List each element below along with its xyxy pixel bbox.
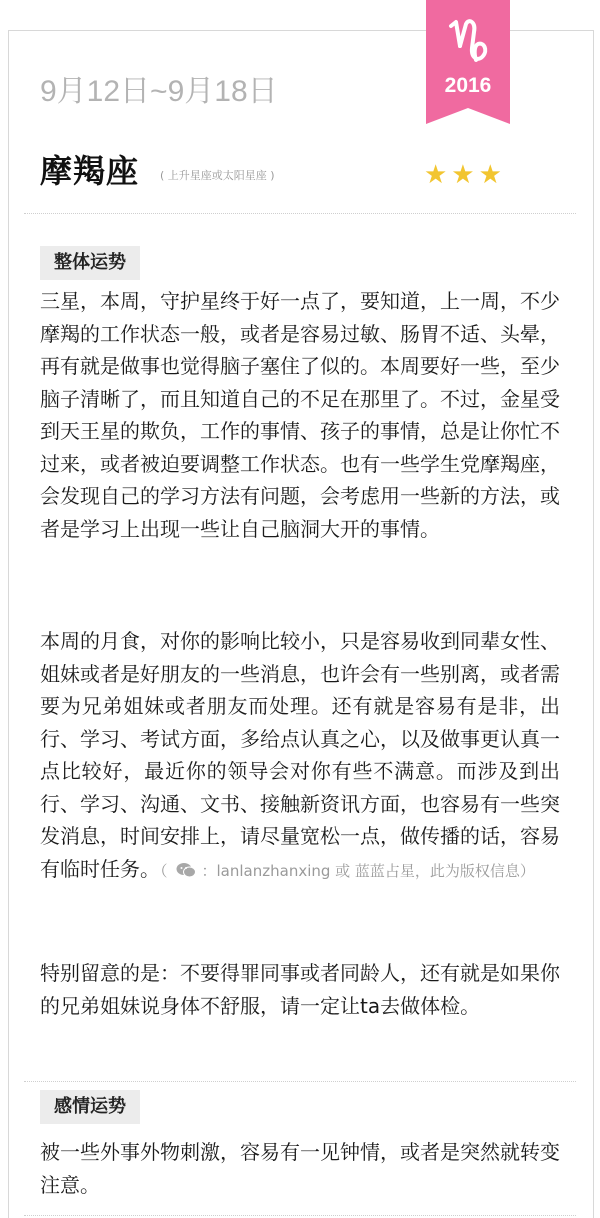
copyright-watermark [160,862,535,880]
wechat-icon [176,857,196,890]
overall-fortune-tag: 整体运势 [40,246,140,280]
section-divider [24,1081,576,1082]
sign-note: ( 上升星座或太阳星座 ) [160,169,275,182]
overall-paragraph-2-text: 本周的月食，对你的影响比较小，只是容易收到同辈女性、姐妹或者是好朋友的一些消息，也许会有一些别离，或者需要为兄弟姐妹或者朋友而处理。还有就是容易有是非，出行、学习、考试方面，多给点认真之心，以及做事更认真一点比较好，最近你的领导会对你有些不满意。而涉及到出行、学习、沟通、文书、接触新资讯方面，也容易有一些突发消息，时间安排上，请尽量宽松一点，做传播的话，容易有临时任务。 [40,629,560,881]
love-fortune-tag: 感情运势 [40,1090,140,1124]
year-label: 2016 [444,74,492,97]
love-paragraph-1: 被一些外事外物刺激，容易有一见钟情，或者是突然就转变注意。 [40,1140,560,1197]
horoscope-card [8,30,594,1218]
overall-paragraph-2 [40,625,560,889]
date-range: 9月12日~9月18日 [40,75,278,108]
header-divider [24,213,576,214]
rating-stars: ★★★ [424,160,506,190]
watermark-text: ：lanlanzhanxing 或 蓝蓝占星，此为版权信息） [201,861,535,880]
year-ribbon [426,0,510,124]
watermark-open: （ [160,861,168,880]
overall-paragraph-1: 三星，本周，守护星终于好一点了，要知道，上一周，不少摩羯的工作状态一般，或者是容易过敏、肠胃不适、头晕，再有就是做事也觉得脑子塞住了似的。本周要好一些，至少脑子清晰了，而且知道自己的不足在那里了。不过，金星受到天王星的欺负，工作的事情、孩子的事情，总是让你忙不过来，或者被迫要调整工作状态。也有一些学生党摩羯座，会发现自己的学习方法有问题，会考虑用一些新的方法，或者是学习上出现一些让自己脑洞大开的事情。 [40,289,560,541]
bottom-divider [24,1215,576,1216]
overall-paragraph-3: 特别留意的是：不要得罪同事或者同龄人，还有就是如果你的兄弟姐妹说身体不舒服，请一定让ta去做体检。 [40,961,560,1018]
sign-name: 摩羯座 [40,152,140,190]
